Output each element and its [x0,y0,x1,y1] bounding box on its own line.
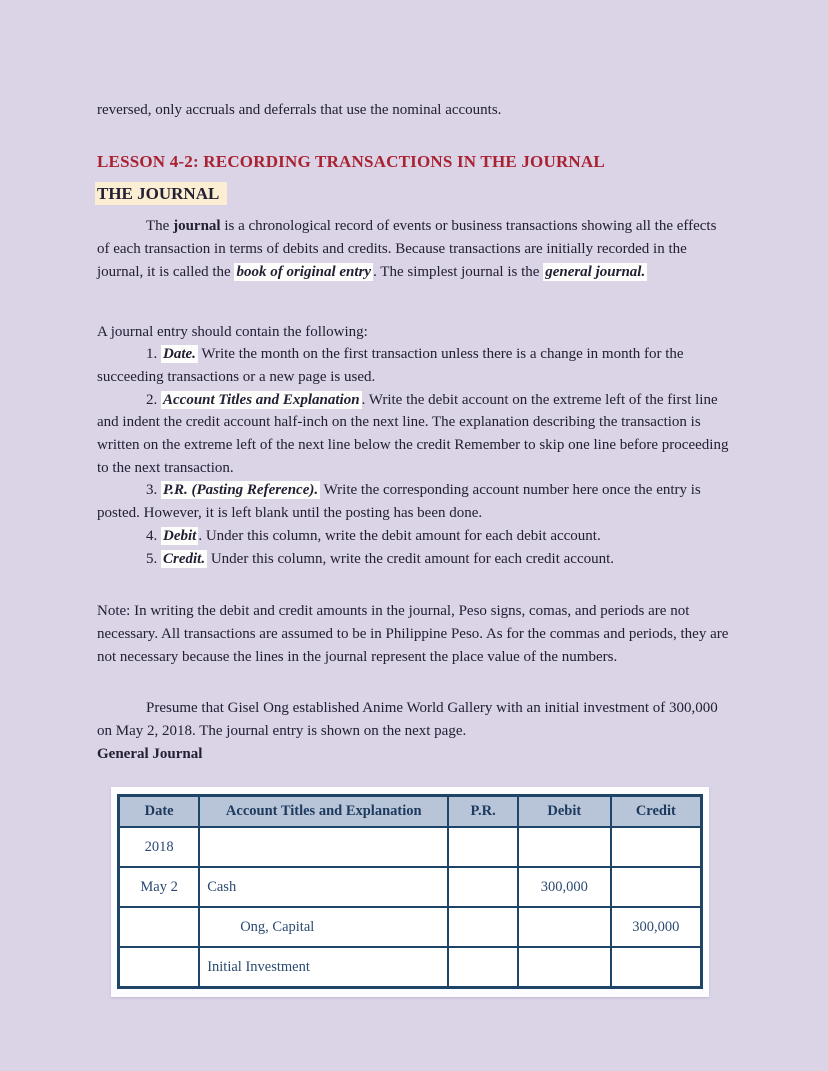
list-item-credit [97,548,731,571]
cell-date-may2: May 2 [119,867,200,907]
table-row-year [119,827,702,867]
text-segment: . The simplest journal is the [373,263,544,280]
note-paragraph: Note: In writing the debit and credit amounts in the journal, Peso signs, comas, and periods are not necessary. All transactions are assumed to be in Philippine Peso. As for the commas and periods, they are not necessary because the lines in the journal represent the place value of the numbers. [97,603,729,665]
presume-paragraph: Presume that Gisel Ong established Anime World Gallery with an initial investment of 300,000 on May 2, 2018. The journal entry is shown on the next page. [97,700,718,740]
table-title: General Journal [97,745,203,762]
text-segment: Write the month on the first transaction unless there is a change in month for the succeeding transactions or a new page is used. [97,346,684,385]
text-segment: Date. [163,346,196,363]
list-item-date [97,343,731,388]
cell-credit-explanation [611,947,702,988]
text-segment: 4. [146,527,161,544]
col-header-account-titles: Account Titles and Explanation [199,796,448,827]
text-segment: is a chronological record of events or business transactions showing all the effects of each transaction in terms of debits and credits. Because transactions are initially recorded in the journal, it is called the [97,218,717,280]
cell-date-explanation [119,947,200,988]
text-segment: general journal. [545,263,646,280]
text-segment: Credit. [163,550,206,567]
journal-table-frame [111,787,709,997]
journal-definition-paragraph [97,215,731,283]
cell-credit-capital: 300,000 [611,907,702,947]
col-header-debit: Debit [518,796,611,827]
text-segment: 5. [146,550,161,567]
text-segment: 2. [146,391,161,408]
text-segment: P.R. (Pasting Reference). [163,482,319,499]
lesson-heading: LESSON 4-2: RECORDING TRANSACTIONS IN THE JOURNAL [97,151,605,171]
cell-date-capital [119,907,200,947]
table-row-credit-entry [119,907,702,947]
table-row-explanation [119,947,702,988]
list-item-pr [97,479,731,524]
text-segment: 3. [146,482,161,499]
cell-account-ong-capital: Ong, Capital [199,907,448,947]
cell-account-year [199,827,448,867]
journal-table [117,794,703,989]
cell-credit-cash [611,867,702,907]
list-item-account-titles [97,389,731,480]
text-segment: . Write the debit account on the extreme left of the first line and indent the credit account half-inch on the next line. The explanation describing the transaction is written on the extreme left of the next line below the credit Remember to skip one line before proceeding to the next transaction. [97,391,729,476]
table-row-debit-entry [119,867,702,907]
cell-pr-year [448,827,518,867]
cell-debit-explanation [518,947,611,988]
text-segment: Debit [163,527,197,544]
cell-debit-cash: 300,000 [518,867,611,907]
cell-debit-year [518,827,611,867]
text-segment: The [146,218,174,235]
text-segment: Write the corresponding account number here once the entry is posted. However, it is left blank until the posting has been done. [97,482,701,522]
list-intro: A journal entry should contain the following: [97,323,368,340]
table-header-row [119,796,702,827]
text-segment: Account Titles and Explanation [163,391,360,408]
col-header-date: Date [119,796,200,827]
cell-pr-capital [448,907,518,947]
cell-account-cash: Cash [199,867,448,907]
cell-pr-cash [448,867,518,907]
intro-line: reversed, only accruals and deferrals that use the nominal accounts. [97,102,502,118]
cell-pr-explanation [448,947,518,988]
text-segment: book of original entry [236,263,372,280]
text-segment: 1. [146,346,161,363]
text-segment: . Under this column, write the debit amount for each debit account. [198,527,601,544]
text-segment: journal [173,218,221,235]
list-item-debit [97,525,731,548]
cell-account-initial-investment: Initial Investment [199,947,448,988]
col-header-pr: P.R. [448,796,518,827]
cell-credit-year [611,827,702,867]
cell-debit-capital [518,907,611,947]
text-segment: Under this column, write the credit amount for each credit account. [207,550,615,567]
section-heading-highlight: THE JOURNAL [95,182,227,205]
section-heading [97,182,731,206]
cell-date-year: 2018 [119,827,200,867]
col-header-credit: Credit [611,796,702,827]
